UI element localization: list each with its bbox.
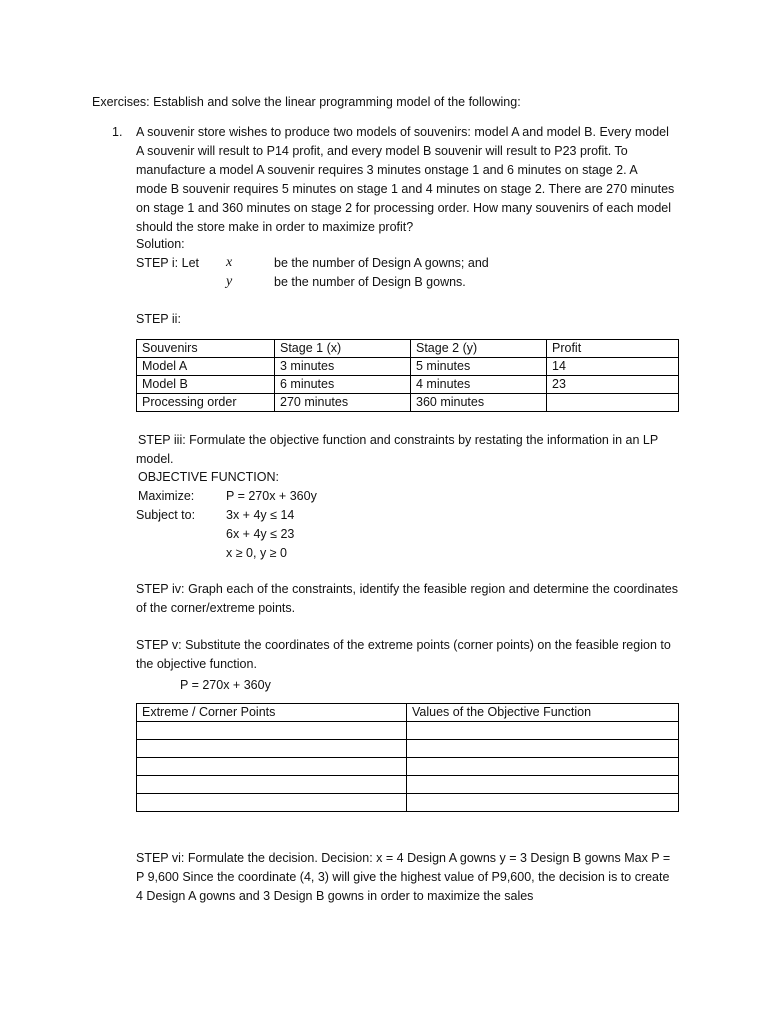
table-cell: 270 minutes (275, 394, 411, 412)
table-cell: Processing order (137, 394, 275, 412)
table-cell: Stage 2 (y) (411, 340, 547, 358)
variable-x-description: be the number of Design A gowns; and (274, 256, 489, 270)
table-row (137, 758, 679, 776)
table-cell: Souvenirs (137, 340, 275, 358)
table-cell (407, 776, 679, 794)
step-vi-text: STEP vi: Formulate the decision. Decision: x = 4 Design A gowns y = 3 Design B gowns Max P = P 9,600 Since the coordinate (4, 3) will give the highest value of P9,600, the decision is to create 4 Design A gowns and 3 Design B gowns in order to maximize the sales (136, 851, 671, 903)
table-cell (137, 758, 407, 776)
constraint: 6x + 4y ≤ 23 (226, 527, 295, 541)
table-row (137, 394, 679, 412)
corner-points-table (136, 703, 679, 812)
table-row (137, 776, 679, 794)
variable-y: y (226, 274, 233, 289)
step-iii-text-continued: model. (136, 452, 174, 466)
table-cell (407, 722, 679, 740)
table-row (137, 376, 679, 394)
table-cell: 4 minutes (411, 376, 547, 394)
problem-line: should the store make in order to maximize profit? (136, 220, 414, 234)
table-row (137, 340, 679, 358)
table-cell (407, 758, 679, 776)
objective-formula: P = 270x + 360y (180, 678, 271, 692)
step-v-text: STEP v: Substitute the coordinates of the extreme points (corner points) on the feasible region to the objective function. (136, 638, 671, 671)
table-cell (137, 776, 407, 794)
objective-function-label: OBJECTIVE FUNCTION: (138, 470, 279, 484)
solution-label: Solution: (136, 237, 185, 251)
table-cell: Model A (137, 358, 275, 376)
variable-x: x (226, 255, 233, 270)
table-cell (137, 722, 407, 740)
table-cell: 23 (547, 376, 679, 394)
problem-line: mode B souvenir requires 5 minutes on stage 1 and 4 minutes on stage 2. There are 270 minutes (136, 182, 675, 196)
table-cell (547, 394, 679, 412)
step-ii-label: STEP ii: (136, 312, 181, 326)
table-row (137, 704, 679, 722)
table-row (137, 740, 679, 758)
table-cell (407, 740, 679, 758)
problem-statement (136, 123, 681, 237)
constraint: x ≥ 0, y ≥ 0 (226, 546, 287, 560)
table-row (137, 722, 679, 740)
problem-line: on stage 1 and 360 minutes on stage 2 for processing order. How many souvenirs of each model (136, 201, 672, 215)
table-cell: 6 minutes (275, 376, 411, 394)
step-i-label: STEP i: Let (136, 256, 199, 270)
table-cell: 14 (547, 358, 679, 376)
table-row (137, 358, 679, 376)
problem-line: A souvenir will result to P14 profit, and every model B souvenir will result to P23 profit. To (136, 144, 628, 158)
problem-line: A souvenir store wishes to produce two models of souvenirs: model A and model B. Every model (136, 125, 669, 139)
table-cell: 3 minutes (275, 358, 411, 376)
table-row (137, 794, 679, 812)
table-cell: Model B (137, 376, 275, 394)
table-cell: Profit (547, 340, 679, 358)
table-cell: 360 minutes (411, 394, 547, 412)
exercise-heading: Exercises: Establish and solve the linear programming model of the following: (92, 95, 521, 109)
subject-to-label: Subject to: (136, 508, 196, 522)
table-cell: 5 minutes (411, 358, 547, 376)
constraint: 3x + 4y ≤ 14 (226, 508, 295, 522)
variable-y-description: be the number of Design B gowns. (274, 275, 466, 289)
problem-number: 1. (112, 125, 123, 139)
table-cell: Stage 1 (x) (275, 340, 411, 358)
table-cell (137, 740, 407, 758)
table-header-cell: Values of the Objective Function (407, 704, 679, 722)
souvenir-table (136, 339, 679, 412)
table-header-cell: Extreme / Corner Points (137, 704, 407, 722)
objective-function: P = 270x + 360y (226, 489, 317, 503)
table-cell (137, 794, 407, 812)
problem-line: manufacture a model A souvenir requires 3 minutes onstage 1 and 6 minutes on stage 2. A (136, 163, 638, 177)
step-iv-text: STEP iv: Graph each of the constraints, identify the feasible region and determine the coordinates of the corner/extreme points. (136, 582, 678, 615)
maximize-label: Maximize: (138, 489, 195, 503)
step-iii-text: STEP iii: Formulate the objective function and constraints by restating the information in an LP (138, 433, 659, 447)
table-cell (407, 794, 679, 812)
